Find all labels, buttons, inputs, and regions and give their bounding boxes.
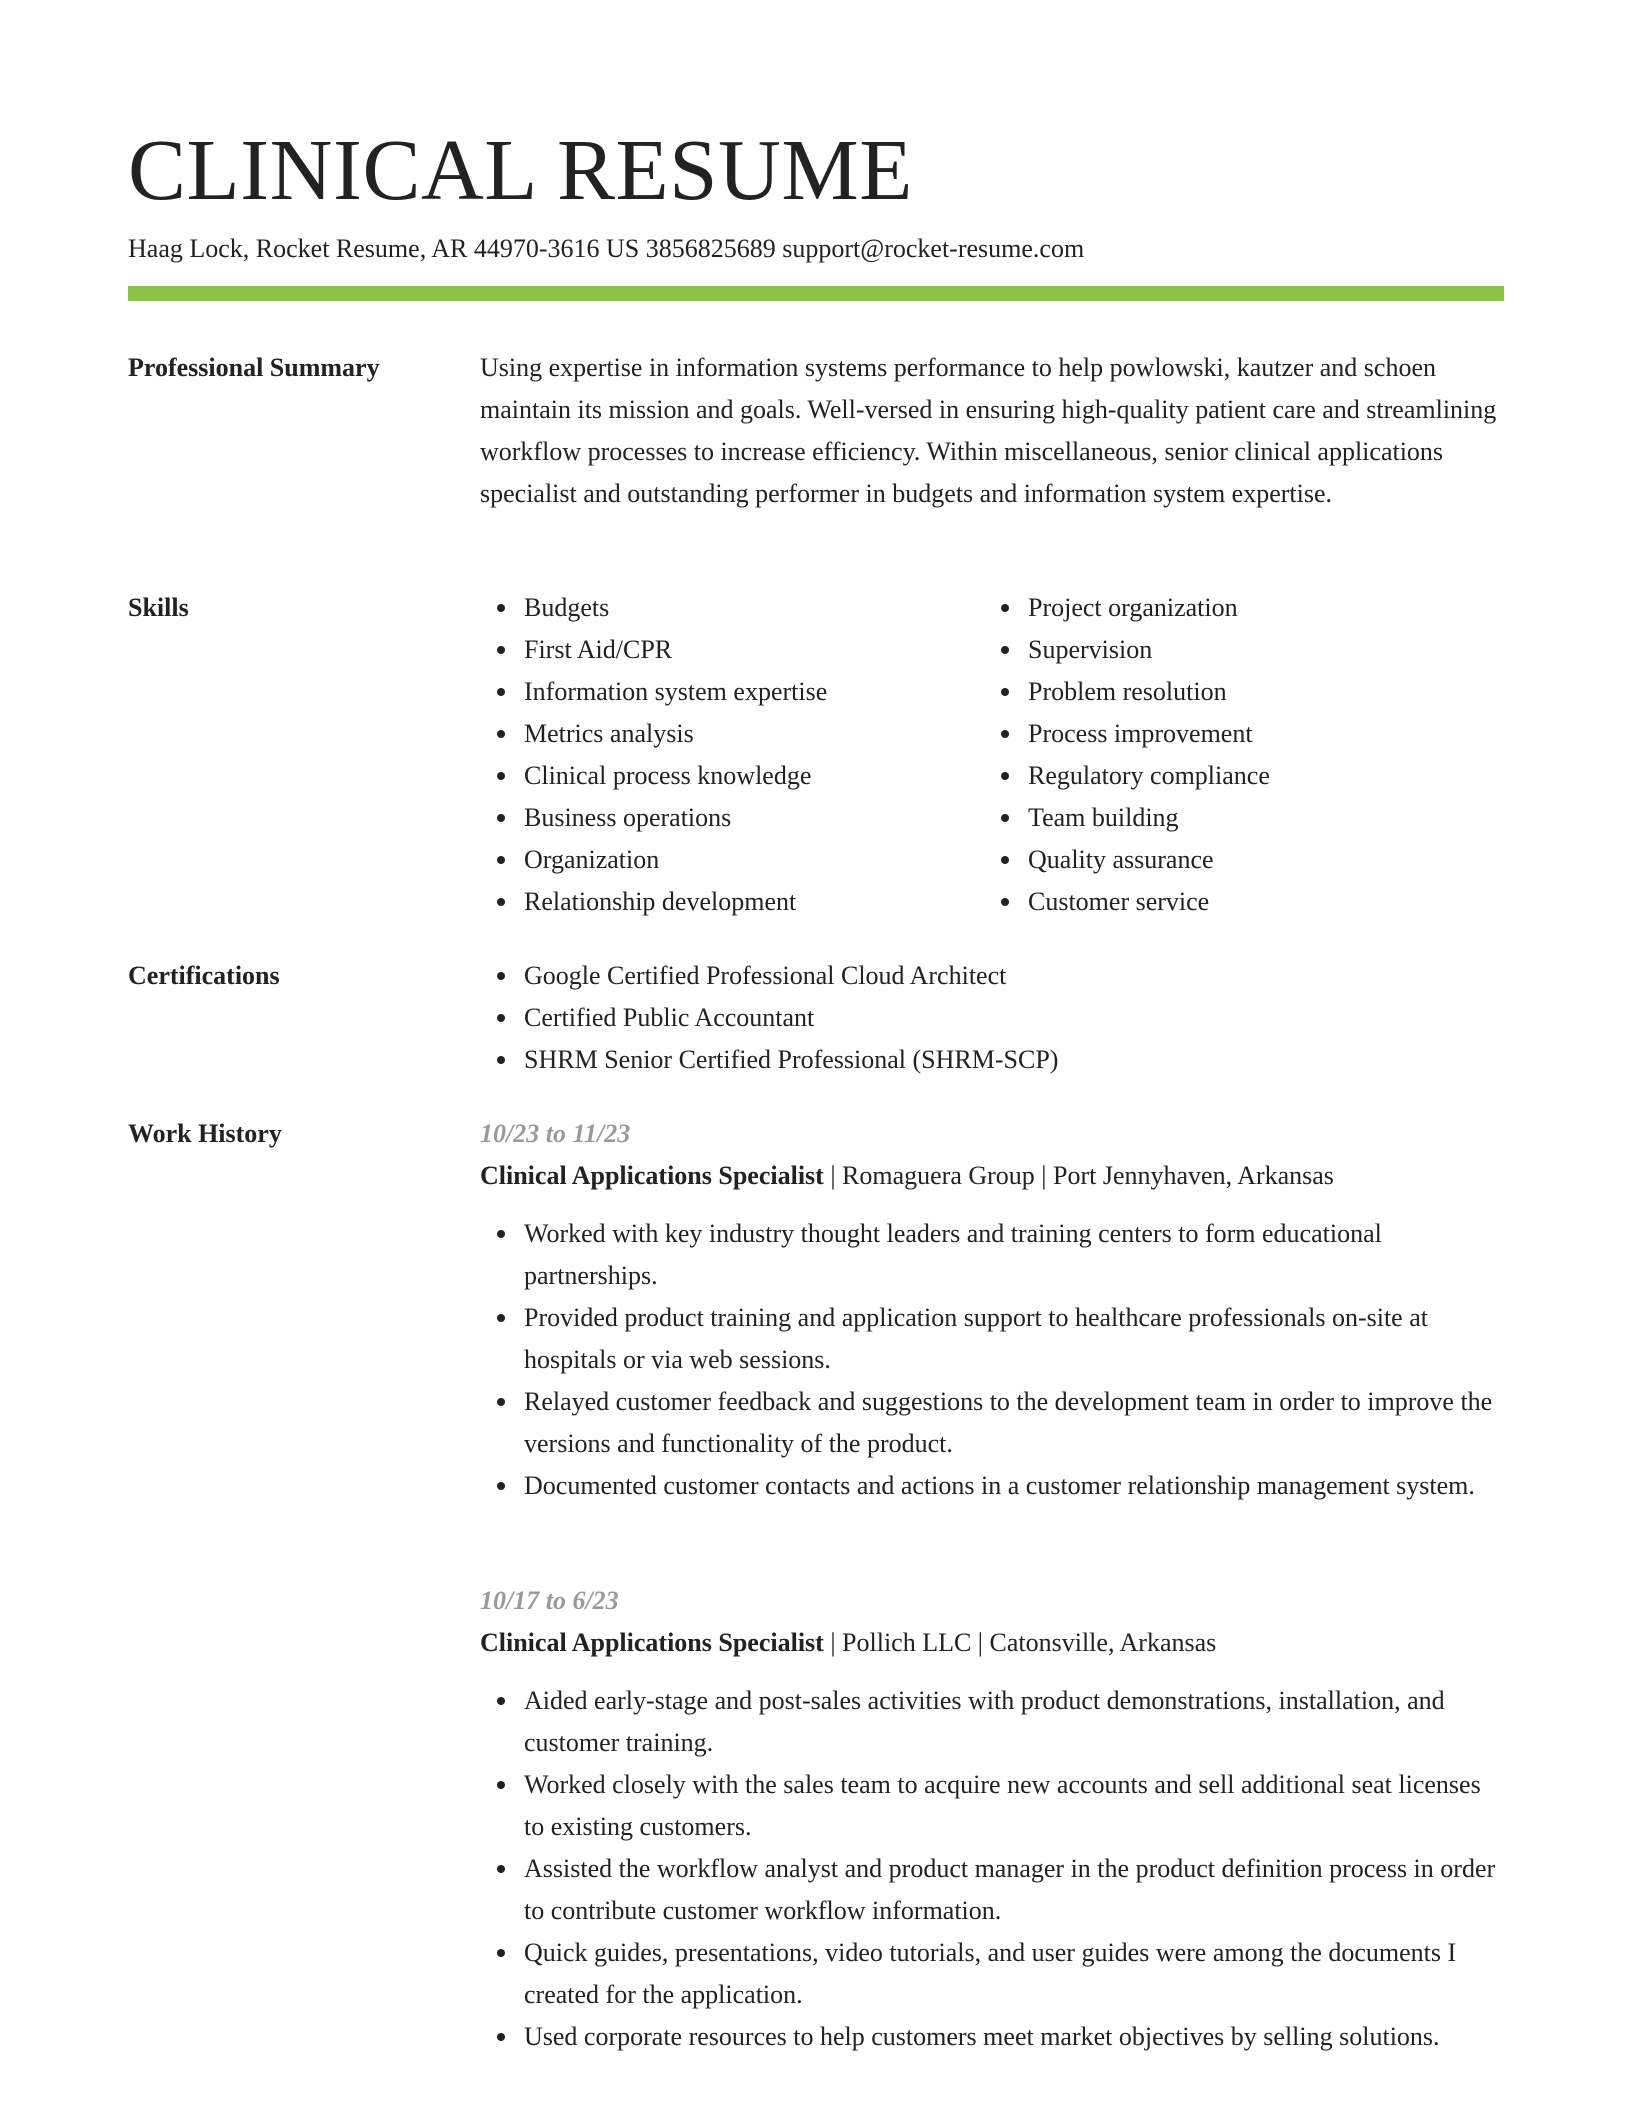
skill-item: Process improvement	[1028, 713, 1488, 755]
job-dates: 10/23 to 11/23	[480, 1119, 631, 1148]
job-bullet: Relayed customer feedback and suggestions to the development team in order to improve the versions and functionality of the product.	[524, 1381, 1504, 1465]
skill-item: Clinical process knowledge	[524, 755, 984, 797]
resume-title: CLINICAL RESUME	[128, 121, 913, 218]
job-bullet: Documented customer contacts and actions in a customer relationship management system.	[524, 1465, 1504, 1507]
job-bullet: Provided product training and application support to healthcare professionals on-site at hospitals or via web sessions.	[524, 1297, 1504, 1381]
skill-item: Relationship development	[524, 881, 984, 923]
work-history-heading: Work History	[128, 1119, 282, 1148]
job-entry	[480, 1580, 1504, 2058]
skill-item: Budgets	[524, 587, 984, 629]
skills-heading: Skills	[128, 593, 189, 622]
skill-item: Project organization	[1028, 587, 1488, 629]
header-divider	[128, 286, 1504, 301]
skill-item: Metrics analysis	[524, 713, 984, 755]
skill-item: Problem resolution	[1028, 671, 1488, 713]
certifications-heading: Certifications	[128, 961, 280, 990]
skills-column-left	[480, 587, 984, 923]
job-heading	[480, 1622, 1504, 1664]
job-bullet: Used corporate resources to help customers meet market objectives by selling solutions.	[524, 2016, 1504, 2058]
skill-item: Regulatory compliance	[1028, 755, 1488, 797]
skill-item: Organization	[524, 839, 984, 881]
skill-item: First Aid/CPR	[524, 629, 984, 671]
certification-item: Google Certified Professional Cloud Architect	[524, 955, 1504, 997]
job-bullet: Quick guides, presentations, video tutorials, and user guides were among the documents I created for the application.	[524, 1932, 1504, 2016]
contact-phone: 3856825689	[645, 234, 776, 263]
summary-text: Using expertise in information systems performance to help powlowski, kautzer and schoen maintain its mission and goals. Well-versed in ensuring high-quality patient care and streamlining workflow processes to increase efficiency. Within miscellaneous, senior clinical applications specialist and outstanding performer in budgets and information system expertise.	[480, 353, 1497, 508]
job-bullet: Assisted the workflow analyst and product manager in the product definition process in order to contribute customer workflow information.	[524, 1848, 1504, 1932]
certifications-body	[480, 955, 1504, 1081]
skill-item: Information system expertise	[524, 671, 984, 713]
skill-item: Quality assurance	[1028, 839, 1488, 881]
skills-body	[480, 587, 1504, 923]
job-bullet: Worked closely with the sales team to acquire new accounts and sell additional seat licenses to existing customers.	[524, 1764, 1504, 1848]
skill-item: Business operations	[524, 797, 984, 839]
job-bullet: Aided early-stage and post-sales activities with product demonstrations, installation, and customer training.	[524, 1680, 1504, 1764]
summary-body	[480, 347, 1504, 515]
job-dates: 10/17 to 6/23	[480, 1586, 619, 1615]
job-entry	[480, 1113, 1504, 1507]
contact-email: support@rocket-resume.com	[782, 234, 1085, 263]
job-bullet: Worked with key industry thought leaders and training centers to form educational partnerships.	[524, 1213, 1504, 1297]
skill-item: Customer service	[1028, 881, 1488, 923]
contact-address: Haag Lock, Rocket Resume, AR 44970-3616 US	[128, 234, 640, 263]
certification-item: Certified Public Accountant	[524, 997, 1504, 1039]
skill-item: Supervision	[1028, 629, 1488, 671]
job-details: | Pollich LLC | Catonsville, Arkansas	[823, 1628, 1217, 1657]
job-heading	[480, 1155, 1504, 1197]
job-title: Clinical Applications Specialist	[480, 1628, 824, 1657]
skill-item: Team building	[1028, 797, 1488, 839]
summary-heading: Professional Summary	[128, 353, 380, 382]
job-details: | Romaguera Group | Port Jennyhaven, Arkansas	[823, 1161, 1334, 1190]
skills-column-right	[984, 587, 1488, 923]
job-title: Clinical Applications Specialist	[480, 1161, 824, 1190]
certification-item: SHRM Senior Certified Professional (SHRM-SCP)	[524, 1039, 1504, 1081]
contact-line	[128, 230, 1084, 268]
